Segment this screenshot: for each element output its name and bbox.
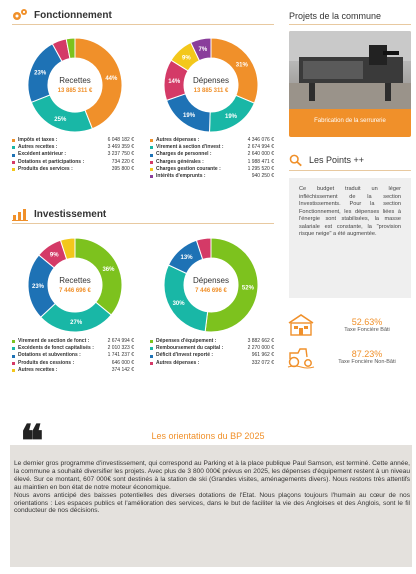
legend-label: Virement à section d'invest :: [150, 144, 224, 151]
bar-chart-icon: [12, 207, 28, 221]
building-icon: [287, 313, 315, 337]
legend-row: [150, 173, 274, 180]
legend-label: Charges de personnel :: [150, 151, 212, 158]
legend-value: 961 962 €: [251, 352, 274, 359]
depenses-investissement-legend: [150, 338, 274, 367]
legend-label: Charges générales :: [150, 159, 204, 166]
legend-row: [12, 338, 134, 345]
legend-label: Dotations et participations :: [12, 159, 84, 166]
divider: [12, 223, 274, 224]
slice-pct-label: 13%: [180, 255, 193, 262]
legend-label: Virement de section de fonct :: [12, 338, 89, 345]
slice-pct-label: 9%: [181, 55, 191, 62]
legend-value: 332 072 €: [251, 359, 274, 366]
divider: [289, 24, 411, 25]
legend-row: [12, 144, 134, 151]
points-title: Les Points ++: [309, 155, 365, 165]
donut-label: Recettes: [59, 76, 91, 85]
donut-hole: [184, 258, 238, 312]
legend-label: Excédent antérieur :: [12, 151, 66, 158]
tax-pct: 87.23%: [351, 349, 383, 359]
legend-swatch: [12, 146, 15, 149]
legend-label: Produits des services :: [12, 166, 73, 173]
legend-row: [150, 159, 274, 166]
slice-pct-label: 19%: [224, 114, 238, 121]
legend-swatch: [150, 340, 153, 343]
legend-value: 940 250 €: [251, 173, 274, 180]
legend-swatch: [150, 362, 153, 365]
depenses-fonctionnement-donut: [162, 36, 260, 134]
slice-pct-label: 44%: [105, 76, 118, 83]
points-header: [289, 153, 364, 167]
legend-label: Dépenses d'équipement :: [150, 338, 216, 345]
legend-swatch: [150, 355, 153, 358]
legend-value: 2 270 000 €: [247, 345, 274, 352]
legend-row: [150, 360, 274, 367]
orientations-paragraph-1: Le dernier gros programme d'investissement, qui correspond au Parking et à la place publique Paul Samson, est terminé. Cette année, la commune a souhaité diversifier les projets. Avec plus de 3 800 000€ prévus en 2025, les dépenses d'équipement restent à un niveau élevé. Sur ce montant, 607 000€ sont destinés à la station de ski (Grandes visites, aménagements divers). Nous restons très attentifs au maintien en bon état de notre moteur économique.: [14, 460, 410, 491]
orientations-paragraph-2: Nous avons anticipé des baisses potentielles des diverses dotations de l'Etat. Nous plaçons toujours l'humain au cœur de nos orientations : Les espaces publics et l'amélioration des services, dans le but de faciliter la vie des Angloises et des Anglois, sont le fil conducteur de nos décisions.: [14, 491, 410, 515]
legend-value: 734 220 €: [111, 158, 134, 165]
slice-pct-label: 27%: [70, 319, 83, 326]
legend-row: [12, 151, 134, 158]
legend-swatch: [150, 168, 153, 171]
quote-icon: ❝: [20, 416, 44, 467]
slice-pct-label: 36%: [102, 267, 115, 274]
donut-hole: [48, 58, 102, 112]
legend-swatch: [150, 154, 153, 157]
slice-pct-label: 9%: [49, 252, 59, 259]
legend-value: 4 346 076 €: [247, 137, 274, 143]
tax-label: Taxe Foncière Non-Bâti: [338, 359, 396, 365]
slice-pct-label: 23%: [34, 70, 47, 77]
legend-value: 1 988 471 €: [247, 158, 274, 165]
donut-label: Recettes: [59, 276, 91, 285]
recettes-investissement-legend: [12, 338, 134, 374]
legend-swatch: [150, 161, 153, 164]
legend-swatch: [12, 168, 15, 171]
slice-pct-label: 52%: [241, 285, 254, 292]
legend-value: 6 048 182 €: [107, 137, 134, 143]
machine-illustration: [289, 31, 411, 109]
legend-label: Impôts et taxes :: [12, 137, 57, 144]
legend-swatch: [150, 175, 153, 178]
legend-row: [150, 166, 274, 173]
search-icon: [289, 153, 303, 167]
legend-label: Remboursement du capital :: [150, 345, 223, 352]
legend-swatch: [150, 146, 153, 149]
points-box: [289, 178, 411, 298]
legend-value: 3 237 750 €: [107, 151, 134, 158]
legend-row: [12, 137, 134, 144]
donut-total: 7 446 696 €: [59, 288, 91, 294]
legend-swatch: [150, 347, 153, 350]
divider: [289, 170, 411, 171]
legend-row: [150, 151, 274, 158]
legend-label: Dotations et subventions :: [12, 352, 81, 359]
legend-row: [12, 166, 134, 173]
tax-label: Taxe Foncière Bâti: [344, 327, 390, 333]
legend-swatch: [12, 362, 15, 365]
slice-pct-label: 31%: [235, 62, 248, 69]
legend-swatch: [12, 369, 15, 372]
legend-row: [150, 345, 274, 352]
fonctionnement-header: [12, 8, 112, 22]
legend-value: 2 640 000 €: [247, 151, 274, 158]
projet-caption: Fabrication de la serrurerie: [314, 118, 386, 124]
legend-label: Excédents de fonct capitalisés :: [12, 345, 94, 352]
legend-label: Autres dépenses :: [150, 360, 199, 367]
legend-label: Déficit d'invest reporté :: [150, 352, 213, 359]
legend-label: Produits des cessions :: [12, 360, 74, 367]
legend-value: 2 010 323 €: [107, 345, 134, 352]
projet-card[interactable]: [289, 31, 411, 137]
donut-total: 7 446 696 €: [195, 288, 227, 294]
donut-label: Dépenses: [192, 76, 230, 85]
legend-label: Autres recettes :: [12, 367, 57, 374]
legend-swatch: [12, 161, 15, 164]
legend-swatch: [12, 347, 15, 350]
slice-pct-label: 25%: [54, 116, 67, 123]
recettes-investissement-donut: [26, 236, 124, 334]
tax-pct: 52.63%: [351, 317, 383, 327]
slice-pct-label: 30%: [172, 300, 185, 307]
depenses-investissement-donut: [162, 236, 260, 334]
legend-swatch: [12, 139, 15, 142]
slice-pct-label: 19%: [183, 112, 196, 119]
investissement-header: [12, 207, 106, 221]
legend-row: [150, 352, 274, 359]
legend-row: [12, 159, 134, 166]
legend-label: Autres recettes :: [12, 144, 57, 151]
legend-row: [12, 352, 134, 359]
legend-value: 2 674 994 €: [107, 338, 134, 344]
tax-foncier-non-bati: [287, 345, 405, 369]
orientations-title: Les orientations du BP 2025: [151, 431, 265, 441]
donut-total: 13 885 311 €: [57, 88, 93, 94]
legend-value: 1 295 520 €: [247, 165, 274, 172]
investissement-title: Investissement: [34, 208, 107, 220]
tax-foncier-bati: [287, 313, 405, 337]
donut-hole: [48, 258, 102, 312]
legend-value: 2 674 994 €: [247, 144, 274, 151]
legend-value: 3 882 662 €: [247, 338, 274, 344]
depenses-fonctionnement-legend: [150, 137, 274, 180]
workshop-photo: [289, 31, 411, 109]
legend-row: [150, 137, 274, 144]
orientations-text: [14, 460, 410, 515]
legend-row: [12, 367, 134, 374]
slice-pct-label: 7%: [198, 46, 208, 53]
legend-swatch: [12, 355, 15, 358]
divider: [12, 24, 274, 25]
donut-total: 13 885 311 €: [193, 88, 229, 94]
legend-label: Charges gestion courante :: [150, 166, 221, 173]
legend-swatch: [12, 340, 15, 343]
legend-value: 395 800 €: [111, 165, 134, 172]
projets-title: Projets de la commune: [289, 11, 382, 21]
slice-pct-label: 14%: [168, 78, 181, 85]
donut-label: Dépenses: [192, 276, 230, 285]
fonctionnement-title: Fonctionnement: [34, 9, 112, 21]
slice-pct-label: 23%: [32, 284, 45, 291]
donut-hole: [184, 58, 238, 112]
legend-row: [150, 338, 274, 345]
legend-value: 646 000 €: [111, 359, 134, 366]
legend-swatch: [12, 154, 15, 157]
recettes-fonctionnement-legend: [12, 137, 134, 173]
legend-row: [12, 345, 134, 352]
recettes-fonctionnement-donut: [26, 36, 124, 134]
legend-value: 1 741 237 €: [107, 352, 134, 359]
tractor-icon: [287, 345, 315, 369]
legend-value: 374 142 €: [111, 366, 134, 373]
legend-value: 3 469 359 €: [107, 144, 134, 151]
legend-label: Autres dépenses :: [150, 137, 199, 144]
legend-row: [12, 360, 134, 367]
legend-row: [150, 144, 274, 151]
points-text: Ce budget traduit un léger infléchissement de la section Investissements. Pour la section Fonctionnement, les dépenses liées à l'énergie sont stabilisées, la masse salariale est constante, la "provision risque neige" a été augmentée.: [299, 186, 401, 237]
gears-icon: [12, 8, 28, 22]
legend-label: Intérêts d'emprunts :: [150, 173, 206, 180]
legend-swatch: [150, 139, 153, 142]
